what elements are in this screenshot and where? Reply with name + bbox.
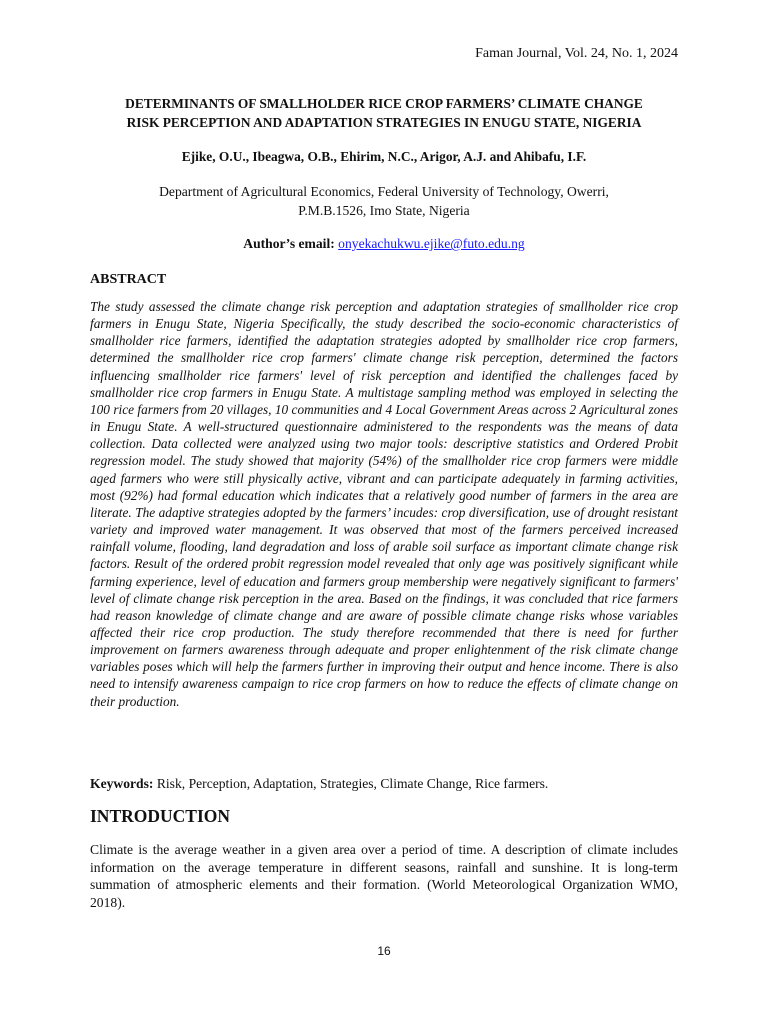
keywords-label: Keywords: xyxy=(90,776,154,791)
introduction-text: Climate is the average weather in a given area over a period of time. A description of climate includes information on the average temperature in different seasons, rainfall and sunshine. It is long-term summation of atmospheric elements and their formation. (World Meteorological Organization WMO, 2018). xyxy=(90,842,678,910)
author-affiliation xyxy=(90,182,678,220)
page-number: 16 xyxy=(377,944,391,958)
abstract-heading: ABSTRACT xyxy=(90,272,167,287)
author-list: Ejike, O.U., Ibeagwa, O.B., Ehirim, N.C., Arigor, A.J. and Ahibafu, I.F. xyxy=(181,149,587,164)
abstract-text: The study assessed the climate change risk perception and adaptation strategies of smallholder rice crop farmers in Enugu State, Nigeria Specifically, the study described the socio-economic characteristics of smallholder rice farmers, identified the adaptation strategies adopted by smallholder rice crop farmers, determined the smallholder rice crop farmers' climate change risk perception, determined the factors influencing smallholder rice farmers' level of risk perception and identified the challenges faced by smallholder rice crop farmers in Enugu State. A multistage sampling method was employed in selecting the 100 rice farmers from 20 villages, 10 communities and 4 Local Government Areas across 2 Agricultural zones in Enugu State. A well-structured questionnaire administered to the respondents was the means of data collection. Data collected were analyzed using two major tools: descriptive statistics and Ordered Probit regression model. The study showed that majority (54%) of the smallholder rice crop farmers were middle aged farmers who were still physically active, vibrant and can participate adequately in farming activities, most (92%) had formal education which indicates that a relatively good number of farmers in the area are literate. The adaptive strategies adopted by the farmers’ incudes: crop diversification, use of drought resistant variety and improved water management. It was observed that most of the farmers perceived increased rainfall volume, flooding, land degradation and loss of arable soil surface as important climate change risk factors. Result of the ordered probit regression model revealed that only age was positively significant while farming experience, level of education and farmers group membership were negatively significant to farmers' level of climate change risk perception in the area. Based on the findings, it was concluded that rice farmers had reason knowledge of climate change and are aware of possible climate change risks whose variables affected their rice crop production. The study therefore recommended that there is need for further improvement on farmers awareness through adequate and proper enlightenment of the risk climate change variables poses which will help the farmers further in improving their output and hence income. There is also need to intensify awareness campaign to rice crop farmers on how to reduce the effects of climate change on their production. xyxy=(90,299,678,709)
paper-title-line-2: RISK PERCEPTION AND ADAPTATION STRATEGIES IN ENUGU STATE, NIGERIA xyxy=(126,115,642,130)
author-email-link[interactable]: onyekachukwu.ejike@futo.edu.ng xyxy=(338,236,525,251)
paper-title-line-1: DETERMINANTS OF SMALLHOLDER RICE CROP FARMERS’ CLIMATE CHANGE xyxy=(125,96,643,111)
paper-page xyxy=(90,0,678,1024)
affiliation-line-2: P.M.B.1526, Imo State, Nigeria xyxy=(298,203,470,218)
author-email-label: Author’s email: xyxy=(243,236,335,251)
introduction-heading: INTRODUCTION xyxy=(90,806,231,826)
keywords-list: Risk, Perception, Adaptation, Strategies, Climate Change, Rice farmers. xyxy=(156,776,549,791)
journal-citation: Faman Journal, Vol. 24, No. 1, 2024 xyxy=(475,46,678,61)
affiliation-line-1: Department of Agricultural Economics, Federal University of Technology, Owerri, xyxy=(159,184,609,199)
author-email-line xyxy=(90,236,678,252)
keywords-line xyxy=(90,776,678,792)
paper-title xyxy=(90,94,678,132)
